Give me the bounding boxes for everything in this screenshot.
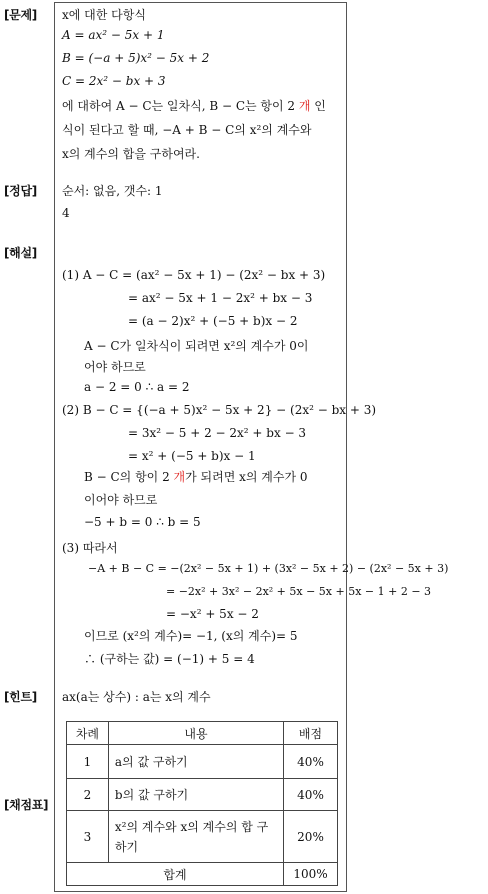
solution-line: (1) A − C = (ax² − 5x + 1) − (2x² − bx + 3): [62, 268, 326, 282]
rubric-label: [채점표]: [4, 798, 49, 812]
solution-line: = 3x² − 5 + 2 − 2x² + bx − 3: [128, 426, 307, 440]
problem-line: B = (−a + 5)x² − 5x + 2: [62, 51, 210, 65]
row-content: b의 값 구하기: [108, 779, 283, 811]
solution-line: 어야 하므로: [84, 360, 146, 374]
row-score: 40%: [284, 779, 338, 811]
solution-line: [84, 468, 308, 485]
row-score: 40%: [284, 745, 338, 779]
solution-line: (3) 따라서: [62, 541, 118, 555]
header-order: 차례: [67, 722, 109, 745]
problem-label: [문제]: [4, 8, 37, 22]
problem-text: 인: [310, 99, 326, 113]
rubric-header-row: [67, 722, 338, 745]
problem-line: C = 2x² − bx + 3: [62, 74, 166, 88]
answer-label: [정답]: [4, 184, 37, 198]
header-content: 내용: [108, 722, 283, 745]
solution-line: 이므로 (x²의 계수)= −1, (x의 계수)= 5: [84, 629, 298, 643]
highlighted-text: 개: [173, 470, 186, 484]
rubric-table: [66, 721, 338, 886]
solution-line: = −x² + 5x − 2: [166, 607, 259, 621]
solution-line: −5 + b = 0 ∴ b = 5: [84, 515, 201, 529]
problem-line: x에 대한 다항식: [62, 8, 146, 22]
row-content: x²의 계수와 x의 계수의 합 구하기: [108, 811, 283, 863]
solution-line: (2) B − C = {(−a + 5)x² − 5x + 2} − (2x² − bx + 3): [62, 403, 377, 417]
solution-line: = x² + (−5 + b)x − 1: [128, 449, 256, 463]
solution-text: B − C의 항이 2: [84, 470, 174, 484]
solution-line: 이어야 하므로: [84, 493, 158, 507]
problem-line: 식이 된다고 할 때, −A + B − C의 x²의 계수와: [62, 123, 312, 137]
solution-label: [해설]: [4, 246, 37, 260]
row-content: a의 값 구하기: [108, 745, 283, 779]
problem-line: [62, 97, 326, 114]
problem-line: A = ax² − 5x + 1: [62, 28, 165, 42]
row-score: 20%: [284, 811, 338, 863]
solution-line: −A + B − C = −(2x² − 5x + 1) + (3x² − 5x + 2) − (2x² − 5x + 3): [88, 562, 449, 575]
problem-text: 에 대하여 A − C는 일차식, B − C는 항이 2: [62, 99, 299, 113]
answer-value: 4: [62, 206, 70, 220]
row-order: 1: [67, 745, 109, 779]
rubric-row: [67, 745, 338, 779]
rubric-row: [67, 779, 338, 811]
solution-line: A − C가 일차식이 되려면 x²의 계수가 0이: [84, 339, 309, 353]
row-order: 3: [67, 811, 109, 863]
row-order: 2: [67, 779, 109, 811]
total-label: 합계: [67, 863, 284, 886]
header-score: 배점: [284, 722, 338, 745]
solution-line: ∴ (구하는 값) = (−1) + 5 = 4: [84, 652, 255, 666]
total-score: 100%: [284, 863, 338, 886]
solution-line: = −2x² + 3x² − 2x² + 5x − 5x + 5x − 1 + 2 − 3: [166, 585, 432, 598]
solution-line: = (a − 2)x² + (−5 + b)x − 2: [128, 314, 298, 328]
hint-line: ax(a는 상수) : a는 x의 계수: [62, 690, 211, 704]
rubric-total-row: [67, 863, 338, 886]
solution-text: 가 되려면 x의 계수가 0: [185, 470, 308, 484]
solution-line: a − 2 = 0 ∴ a = 2: [84, 380, 190, 394]
answer-line: 순서: 없음, 갯수: 1: [62, 184, 163, 198]
hint-label: [힌트]: [4, 690, 37, 704]
highlighted-text: 개: [298, 99, 311, 113]
problem-line: x의 계수의 합을 구하여라.: [62, 147, 200, 161]
solution-line: = ax² − 5x + 1 − 2x² + bx − 3: [128, 291, 313, 305]
rubric-row: [67, 811, 338, 863]
